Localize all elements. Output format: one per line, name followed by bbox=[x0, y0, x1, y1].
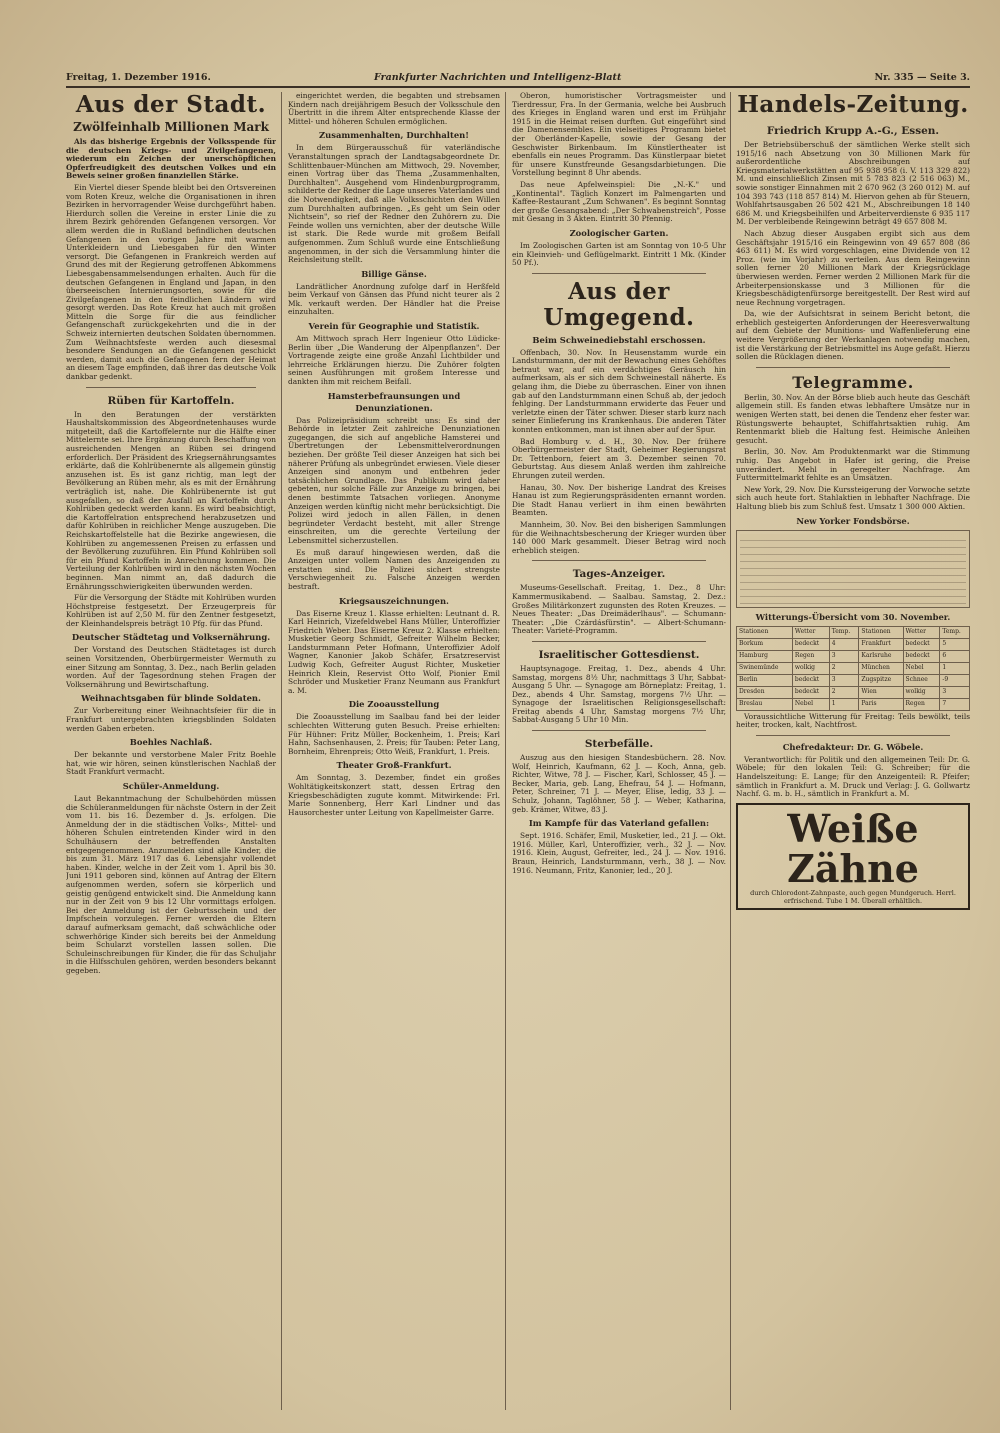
article-headline: Verein für Geographie und Statistik. bbox=[308, 321, 480, 332]
table-row bbox=[737, 638, 970, 650]
article-headline: Chefredakteur: Dr. G. Wöbele. bbox=[782, 741, 924, 752]
weather-cell: Nebel bbox=[903, 662, 940, 674]
article-paragraph: Als das bisherige Ergebnis der Volksspende für die deutschen Kriegs- und Zivilgefangenen, wiederum ein Zeichen der unerschöpflichen Opferfreudigkeit des deutschen Volkes und ein Beweis seiner großen finanziellen Stärke. bbox=[66, 137, 276, 181]
weather-cell: 3 bbox=[829, 674, 859, 686]
article-paragraph: Sept. 1916. Schäfer, Emil, Musketier, led., 21 J. — Okt. 1916. Müller, Karl, Unteroffizier, verh., 32 J. — Nov. 1916. Klein, August, Gefreiter, led., 24 J. — Nov. 1916. Braun, Heinrich, Landsturmmann, verh., 38 J. — Nov. 1916. Neumann, Fritz, Kanonier, led., 20 J. bbox=[512, 831, 726, 875]
weather-cell: bedeckt bbox=[903, 650, 940, 662]
article-headline: Kriegsauszeichnungen. bbox=[339, 595, 449, 606]
weather-cell: Regen bbox=[903, 698, 940, 710]
article-headline: Im Kampfe für das Vaterland gefallen: bbox=[528, 818, 710, 829]
article-paragraph: Da, wie der Aufsichtsrat in seinem Bericht betont, die erheblich gesteigerten Anforderungen der Heeresverwaltung auf dem Gebiete der Munitions- und Waffenlieferung eine weitere Vergrößerung der Werkanlagen notwendig machen, ist die Verstärkung der Betriebsmittel ins Auge gefaßt. Hierzu sollen die Rücklagen dienen. bbox=[736, 309, 970, 362]
article-headline: Hamsterbefraunsungen und Denunziationen. bbox=[327, 390, 461, 413]
article-paragraph: In den Beratungen der verstärkten Haushaltskommission des Abgeordnetenhauses wurde mitgeteilt, daß die Kartoffelernte nur die Hälfte einer Mittelernte sei. Ihre Ergänzung durch Beschaffung von ausreichenden Mengen an Rüben sei dringend erforderlich. Der Präsident des Kriegsernährungsamtes erklärte, daß die Kohlrübenernte als allgemein günstig anzusehen ist. Es ist ganz richtig, man legt der Bevölkerung an Rüben mehr, als es mit der Ernährung verträglich ist, nahe. Die Kohlrübenernte ist gut ausgefallen, so daß der Ausfall an Kartoffeln durch Kohlrüben gedeckt werden kann. Es wird beabsichtigt, die Kartoffelration entsprechend herabzusetzen und dafür Kohlrüben in reichlicher Menge auszugeben. Die Reichskartoffelstelle hat die Bezirke angewiesen, die Kohlrüben zu angemessenen Preisen zu erfassen und der Bevölkerung zuzuführen. Ein Pfund Kohlrüben soll für ein Pfund Kartoffeln in Anrechnung kommen. Die Verteilung der Kohlrüben wird in den nächsten Wochen beginnen. Man nimmt an, daß dadurch die Ernährungsschwierigkeiten überwunden werden. bbox=[66, 409, 276, 591]
article-headline: Deutscher Städtetag und Volksernährung. bbox=[71, 632, 271, 643]
header-masthead: Frankfurter Nachrichten und Intelligenz-Blatt bbox=[374, 72, 622, 83]
article-paragraph: Für die Versorgung der Städte mit Kohlrüben wurden Höchstpreise festgesetzt. Der Erzeugerpreis für Kohlrüben ist auf 2,50 M. für den Zentner festgesetzt, der Kleinhandelspreis beträgt 10 Pfg. für das Pfund. bbox=[66, 593, 276, 628]
article-headline: Weihnachtsgaben für blinde Soldaten. bbox=[81, 693, 261, 704]
weather-table bbox=[736, 626, 970, 711]
article-paragraph: Das neue Apfelweinspiel: Die „N.-K." und „Kontinental". Täglich Konzert im Palmengarten und Kaffee-Restaurant „Zum Schwanen". Es beginnt Sonntag der große Gesangsabend: „Der Schwabenstreich", Posse mit Gesang in 3 Akten. Eintritt 30 Pfennig. bbox=[512, 179, 726, 224]
weather-cell: 2 bbox=[829, 662, 859, 674]
column-2 bbox=[288, 92, 500, 1410]
weather-cell: Swinemünde bbox=[737, 662, 793, 674]
article-paragraph: Laut Bekanntmachung der Schulbehörden müssen die Schüleranmeldungen für nächste Ostern in der Zeit vom 11. bis 16. Dezember d. Js. erfolgen. Die Anmeldung der in die städtischen Volks-, Mittel- und höheren Schulen eintretenden Kinder wird in den Schulhäusern der betreffenden Anstalten entgegengenommen. Anzumelden sind alle Kinder, die bis zum 31. März 1917 das 6. Lebensjahr vollendet haben. Kinder, welche in der Zeit vom 1. April bis 30. Juni 1911 geboren sind, können auf Antrag der Eltern aufgenommen werden, sofern sie körperlich und geistig genügend entwickelt sind. Die Anmeldung kann nur in der Zeit von 9 bis 12 Uhr vormittags erfolgen. Bei der Anmeldung ist der Geburtsschein und der Impfschein vorzulegen. Ferner werden die Eltern darauf aufmerksam gemacht, daß schwächliche oder schwerhörige Kinder sich bereits bei der Anmeldung beim Schularzt vorstellen lassen sollen. Die Schuleinschreibungen für Kinder, die für das Schuljahr in die Hilfsschulen gehören, werden besonders bekannt gegeben. bbox=[66, 794, 276, 975]
weather-cell: bedeckt bbox=[792, 674, 829, 686]
article-paragraph: Offenbach, 30. Nov. In Heusenstamm wurde ein Landsturmmann, der mit der Bewachung eines Gehöftes betraut war, auf ein verdächtiges Geräusch hin aufmerksam, als er sich dem Schweinestall näherte. Es gelang ihm, die Diebe zu überraschen. Einer von ihnen gab auf den Landsturmmann einen Schuß ab, der jedoch fehlging. Der Landsturmmann erwiderte das Feuer und verletzte einen der Täter schwer. Dieser starb kurz nach seiner Einlieferung ins Krankenhaus. Die anderen Täter konnten entkommen, man ist ihnen aber auf der Spur. bbox=[512, 347, 726, 435]
advertisement-title: Weiße Zähne bbox=[787, 805, 919, 891]
article-headline: Witterungs-Übersicht vom 30. November. bbox=[755, 611, 951, 622]
article-paragraph: Der Betriebsüberschuß der sämtlichen Werke stellt sich 1915/16 nach Absetzung von 30 Millionen Mark für außerordentliche Abschreibungen auf Kriegsmaterialwerkstätten auf 95 938 958 (i. V. 113 329 822) M. und einschließlich Zinsen mit 5 783 823 (2 516 063) M., sowie sonstiger Einnahmen mit 2 670 962 (3 260 012) M. auf 104 393 743 (118 857 814) M. Hiervon gehen ab für Steuern, Wohlfahrtsausgaben 26 502 421 M., Abschreibungen 18 140 686 M. und Kriegsbeihilfen und Arbeiterverdienste 6 935 117 M. Der verbleibende Reingewinn beträgt 49 657 808 M. bbox=[736, 140, 970, 227]
article-paragraph: Oberon, humoristischer Vortragsmeister und Tierdressur, Fra. In der Germania, welche bei Ausbruch des Krieges in England waren und erst im Frühjahr 1915 in die Heimat reisen durften. Gut eingeführt sind die Damenensembles. Ein vielseitiges Programm bietet der Oberländer-Kapelle, sowie der Gesang der Geschwister Birkenbaum. Im Künstlertheater ist ebenfalls ein neues Programm. Das Künstlerpaar bietet für unsere Kunstfreunde Gesangsdarbietungen. Die Vorstellung beginnt 8 Uhr abends. bbox=[512, 92, 726, 178]
weather-cell: Nebel bbox=[792, 698, 829, 710]
weather-cell: 7 bbox=[940, 698, 970, 710]
table-row bbox=[737, 674, 970, 686]
weather-header-cell: Stationen bbox=[737, 626, 793, 638]
weather-cell: Dresden bbox=[737, 686, 793, 698]
weather-cell: bedeckt bbox=[903, 638, 940, 650]
table-row bbox=[737, 650, 970, 662]
article-headline: Rüben für Kartoffeln. bbox=[107, 394, 235, 407]
column-4 bbox=[736, 92, 970, 1410]
article-headline: Billige Gänse. bbox=[361, 268, 427, 279]
advertisement-text: durch Chlorodont-Zahnpaste, auch gegen Mundgeruch. Herrl. erfrischend. Tube 1 M. Überall erhältlich. bbox=[750, 888, 956, 905]
article-headline: New Yorker Fondsbörse. bbox=[796, 515, 910, 526]
article-paragraph: Bad Homburg v. d. H., 30. Nov. Der frühere Oberbürgermeister der Stadt, Geheimer Regierungsrat Dr. Tettenborn, feiert am 3. Dezember seinen 70. Geburtstag. Aus diesem Anlaß werden ihm zahlreiche Ehrungen zuteil werden. bbox=[512, 436, 726, 480]
weather-cell: Schnee bbox=[903, 674, 940, 686]
article-headline: Die Zooausstellung bbox=[348, 699, 440, 710]
column-divider bbox=[730, 92, 731, 1410]
table-row bbox=[737, 698, 970, 710]
article-paragraph: Die Zooausstellung im Saalbau fand bei der leider schlechten Witterung guten Besuch. Preise erhielten: Für Hühner: Fritz Müller, Bockenheim, 1. Preis; Karl Hahn, Sachsenhausen, 2. Preis; für Tauben: Peter Lang, Bornheim, Ehrenpreis; Otto Weiß, Frankfurt, 1. Preis. bbox=[288, 712, 500, 756]
weather-cell: bedeckt bbox=[792, 638, 829, 650]
article-paragraph: Im Zoologischen Garten ist am Sonntag von 10-5 Uhr ein Kleinvieh- und Geflügelmarkt. Eintritt 1 Mk. (Kinder 50 Pf.). bbox=[512, 240, 726, 268]
weather-cell: 1 bbox=[829, 698, 859, 710]
separator bbox=[532, 641, 706, 642]
article-headline: Tages-Anzeiger. bbox=[572, 568, 666, 581]
weather-header-cell: Temp. bbox=[829, 626, 859, 638]
article-headline: Zusammenhalten, Durchhalten! bbox=[319, 130, 469, 141]
weather-cell: Wien bbox=[859, 686, 903, 698]
article-paragraph: Landrätlicher Anordnung zufolge darf in Herßfeld beim Verkauf von Gänsen das Pfund nicht teurer als 2 Mk. verkauft werden. Der Händler hat die Preise einzuhalten. bbox=[288, 281, 500, 317]
weather-cell: Hamburg bbox=[737, 650, 793, 662]
article-paragraph: Berlin, 30. Nov. Am Produktenmarkt war die Stimmung ruhig. Das Angebot in Hafer ist gering, die Preise unverändert. Mehl in geregelter Nachfrage. Am Futtermittelmarkt fehlte es an Umsätzen. bbox=[736, 447, 970, 483]
article-paragraph: Mannheim, 30. Nov. Bei den bisherigen Sammlungen für die Weihnachtsbescherung der Krieger wurden über 140 000 Mark gesammelt. Dieser Betrag wird noch erheblich steigen. bbox=[512, 519, 726, 555]
weather-cell: Berlin bbox=[737, 674, 793, 686]
weather-header-cell: Stationen bbox=[859, 626, 903, 638]
article-paragraph: Hanau, 30. Nov. Der bisherige Landrat des Kreises Hanau ist zum Regierungspräsidenten ernannt worden. Die Stadt Hanau verliert in ihm einen bewährten Beamten. bbox=[512, 482, 726, 518]
weather-cell: wolkig bbox=[792, 662, 829, 674]
article-paragraph: Verantwortlich: für Politik und den allgemeinen Teil: Dr. G. Wöbele; für den lokalen Teil: G. Schreiber; für die Handelszeitung: E. Lange; für den Anzeigenteil: R. Pfeifer; sämtlich in Frankfurt a. M. Druck und Verlag: J. G. Gollwartz Nachf. G. m. b. H., sämtlich in Frankfurt a. M. bbox=[736, 754, 970, 799]
article-paragraph: Der Vorstand des Deutschen Städtetages ist durch seinen Vorsitzenden, Oberbürgermeister Wermuth zu einer Sitzung am Sonntag, 3. Dez., nach Berlin geladen worden. Auf der Tagesordnung stehen Fragen der Volksernährung und Bewirtschaftung. bbox=[66, 645, 276, 689]
stock-table-lines bbox=[740, 534, 966, 604]
weather-cell: wolkig bbox=[903, 686, 940, 698]
article-headline: Theater Groß-Frankfurt. bbox=[336, 760, 452, 771]
weather-cell: Zugspitze bbox=[859, 674, 903, 686]
article-paragraph: Nach Abzug dieser Ausgaben ergibt sich aus dem Geschäftsjahr 1915/16 ein Reingewinn von 49 657 808 (86 463 611) M. Es wird vorgeschlagen, eine Dividende von 12 Proz. (wie im Vorjahr) zu verteilen. Aus dem Reingewinn sollen ferner 20 Millionen Mark der Kriegsrücklage überwiesen werden. Ferner werden 2 Millionen Mark für die Arbeiterpensionskasse und 3 Millionen für die Kriegsbeschädigtenfürsorge bereitgestellt. Der Rest wird auf neue Rechnung vorgetragen. bbox=[736, 228, 970, 307]
article-paragraph: Ein Viertel dieser Spende bleibt bei den Ortsvereinen vom Roten Kreuz, welche die Organisationen in ihren Bezirken in hervorragender Weise durchgeführt haben. Hierdurch sollen die Vereine in erster Linie die zu ihrem Bezirk gehörenden Gefangenen versorgen. Vor allem werden die in Rußland befindlichen deutschen Gefangenen in den vorigen Jahre mit warmen Unterkleidern und Liebesgaben für den Winter versorgt. Die Gefangenen in Frankreich werden auf Grund des mit der Regierung getroffenen Abkommens Liebesgabensammelsendungen erhalten. Auch für die deutschen Gefangenen in England und Japan, in den überseeischen Internierungsorten, sowie für die Zivilgefangenen in den feindlichen Ländern wird gesorgt werden. Das Rote Kreuz hat auch mit großen Mitteln die Sorge für die aus feindlicher Gefangenschaft zurückgekehrten und die in der Schweiz internierten deutschen Soldaten übernommen. Zum Weihnachtsfeste werden auch diesesmal besondere Sendungen an die Gefangenen geschickt werden, damit auch die Gefangenen fern der Heimat an diesem Tage empfinden, daß ihrer das deutsche Volk dankbar gedenkt. bbox=[66, 182, 276, 382]
article-paragraph: Am Sonntag, 3. Dezember, findet ein großes Wohltätigkeitskonzert statt, dessen Ertrag den Kriegsbeschädigten zugute kommt. Mitwirkende: Frl. Marie Sonnenberg, Herr Karl Lindner und das Hausorchester unter Leitung von Kapellmeister Garre. bbox=[288, 773, 500, 817]
section-title-umgegend: Aus der Umgegend. bbox=[543, 277, 695, 331]
weather-cell: Borkum bbox=[737, 638, 793, 650]
weather-cell: 4 bbox=[829, 638, 859, 650]
column-1 bbox=[66, 92, 276, 1410]
article-headline: Zwölfeinhalb Millionen Mark bbox=[73, 120, 269, 134]
separator bbox=[532, 730, 706, 731]
weather-cell: 6 bbox=[940, 650, 970, 662]
section-title-stadt: Aus der Stadt. bbox=[75, 92, 267, 118]
header-page-number: Nr. 335 — Seite 3. bbox=[874, 72, 970, 83]
column-3 bbox=[512, 92, 726, 1410]
weather-cell: München bbox=[859, 662, 903, 674]
article-headline: Israelitischer Gottesdienst. bbox=[538, 648, 700, 661]
page-header bbox=[66, 72, 970, 86]
article-headline: Sterbefälle. bbox=[584, 738, 654, 751]
column-divider bbox=[505, 92, 506, 1410]
article-paragraph: Hauptsynagoge. Freitag, 1. Dez., abends 4 Uhr. Samstag, morgens 8½ Uhr, nachmittags 3 Uhr, Sabbat-Ausgang 5 Uhr. — Synagoge am Börneplatz: Freitag, 1. Dez., abends 4 Uhr. Samstag, morgens 7½ Uhr. — Synagoge der Israelitischen Religionsgesellschaft: Freitag abends 4 Uhr, Samstag morgens 7½ Uhr, Sabbat-Ausgang 5 Uhr 10 Min. bbox=[512, 663, 726, 725]
article-paragraph: Auszug aus den hiesigen Standesbüchern. 28. Nov. Wolf, Heinrich, Kaufmann, 62 J. — Koch, Anna, geb. Richter, Witwe, 78 J. — Fischer, Karl, Schlosser, 45 J. — Becker, Maria, geb. Lang, Ehefrau, 54 J. — Hofmann, Peter, Schreiner, 71 J. — Meyer, Elise, ledig, 33 J. — Schulz, Johann, Taglöhner, 58 J. — Weber, Katharina, geb. Krämer, Witwe, 83 J. bbox=[512, 753, 726, 814]
article-headline: Zoologischer Garten. bbox=[569, 227, 669, 238]
weather-cell: Paris bbox=[859, 698, 903, 710]
article-paragraph: Zur Vorbereitung einer Weihnachtsfeier für die in Frankfurt untergebrachten kriegsblinden Soldaten werden Gaben erbeten. bbox=[66, 706, 276, 733]
weather-cell: Regen bbox=[792, 650, 829, 662]
advertisement bbox=[736, 803, 970, 910]
weather-cell: Breslau bbox=[737, 698, 793, 710]
article-paragraph: New York, 29. Nov. Die Kurssteigerung der Vorwoche setzte sich auch heute fort. Stahlaktien in lebhafter Nachfrage. Die Haltung blieb bis zum Schluß fest. Umsatz 1 300 000 Aktien. bbox=[736, 484, 970, 511]
article-paragraph: In dem Bürgerausschuß für vaterländische Veranstaltungen sprach der Landtagsabgeordnete Dr. Schlittenbauer-München am Mittwoch, 29. November, einen Vortrag über das Thema „Zusammenhalten, Durchhalten". Ausgehend vom Hindenburgprogramm, schilderte der Redner die Lage unseres Vaterlandes und die Notwendigkeit, daß alle Volksschichten den Willen zum Durchhalten aufbringen. „Es geht um Sein oder Nichtsein", so rief der Redner den Zuhörern zu. Die Feinde wollen uns vernichten, aber der deutsche Wille ist stark. Die Rede wurde mit großem Beifall aufgenommen. Zum Schluß wurde eine Entschließung angenommen, in der sich die Versammlung hinter die Reichsleitung stellt. bbox=[288, 143, 500, 265]
article-paragraph: Das Polizeipräsidium schreibt uns: Es sind der Behörde in letzter Zeit zahlreiche Denunziationen zugegangen, die sich auf angebliche Hamsterei und Übertretungen der Lebensmittelverordnungen beziehen. Der größte Teil dieser Anzeigen hat sich bei näherer Prüfung als unbegründet erwiesen. Viele dieser Anzeigen sind anonym und entbehren jeder tatsächlichen Grundlage. Das Publikum wird daher gebeten, nur solche Fälle zur Anzeige zu bringen, bei denen bestimmte Tatsachen vorliegen. Anonyme Anzeigen werden künftig nicht mehr berücksichtigt. Die Polizei wird jedoch in allen Fällen, in denen begründeter Verdacht besteht, mit aller Strenge einschreiten, um die gerechte Verteilung der Lebensmittel sicherzustellen. bbox=[288, 415, 500, 545]
separator bbox=[86, 387, 256, 388]
article-paragraph: Das Eiserne Kreuz 1. Klasse erhielten: Leutnant d. R. Karl Heinrich, Vizefeldwebel Hans Müller, Unteroffizier Friedrich Weber. Das Eiserne Kreuz 2. Klasse erhielten: Musketier Georg Schmidt, Gefreiter Wilhelm Becker, Landsturmmann Peter Hofmann, Unteroffizier Adolf Wagner, Kanonier Jakob Schäfer, Ersatzreservist Ludwig Koch, Gefreiter August Richter, Musketier Heinrich Klein, Reservist Otto Wolf, Pionier Emil Schröder und Musketier Franz Neumann aus Frankfurt a. M. bbox=[288, 608, 500, 695]
section-title-telegramme: Telegramme. bbox=[792, 372, 914, 392]
section-title-handel: Handels-Zeitung. bbox=[737, 92, 969, 118]
weather-cell: bedeckt bbox=[792, 686, 829, 698]
header-date: Freitag, 1. Dezember 1916. bbox=[66, 72, 211, 83]
weather-cell: Frankfurt bbox=[859, 638, 903, 650]
weather-cell: 2 bbox=[829, 686, 859, 698]
header-rule bbox=[66, 86, 970, 88]
article-paragraph: Berlin, 30. Nov. An der Börse blieb auch heute das Geschäft allgemein still. Es fanden etwas lebhaftere Umsätze nur in wenigen Werten statt, bei denen die Tendenz eher fester war. Rüstungswerte behauptet, Schiffahrtsaktien ruhig. Am Rentenmarkt blieb die Haltung fest. Heimische Anleihen gesucht. bbox=[736, 392, 970, 445]
weather-table-header bbox=[737, 626, 970, 638]
separator bbox=[756, 367, 950, 368]
article-paragraph: Es muß darauf hingewiesen werden, daß die Anzeigen unter vollem Namen des Anzeigenden zu erstatten sind. Die Polizei sichert strengste Verschwiegenheit zu. Falsche Anzeigen werden bestraft. bbox=[288, 547, 500, 591]
weather-cell: Karlsruhe bbox=[859, 650, 903, 662]
article-headline: Schüler-Anmeldung. bbox=[122, 781, 220, 791]
separator bbox=[532, 273, 706, 274]
article-headline: Friedrich Krupp A.-G., Essen. bbox=[766, 125, 940, 137]
weather-cell: 5 bbox=[940, 638, 970, 650]
weather-cell: 1 bbox=[940, 662, 970, 674]
weather-cell: 3 bbox=[829, 650, 859, 662]
article-headline: Boehles Nachlaß. bbox=[129, 737, 213, 748]
weather-header-cell: Wetter bbox=[792, 626, 829, 638]
article-paragraph: Am Mittwoch sprach Herr Ingenieur Otto Lüdicke-Berlin über „Die Wanderung der Alpenpflanzen". Der Vortragende zeigte eine große Anzahl Lichtbilder und lehrreiche Erklärungen hierzu. Die Zuhörer folgten seinen Ausführungen mit großem Interesse und dankten ihm mit reichem Beifall. bbox=[288, 334, 500, 387]
article-headline: Beim Schweinediebstahl erschossen. bbox=[532, 334, 706, 345]
weather-cell: -9 bbox=[940, 674, 970, 686]
column-divider bbox=[281, 92, 282, 1410]
separator bbox=[532, 560, 706, 561]
table-row bbox=[737, 686, 970, 698]
article-paragraph: Museums-Gesellschaft. Freitag, 1. Dez., 8 Uhr: Kammermusikabend. — Saalbau. Samstag, 2. Dez.: Großes Militärkonzert zugunsten des Roten Kreuzes. — Neues Theater: „Das Dreimäderlhaus". — Schumann-Theater: „Die Czárdásfürstin". — Albert-Schumann-Theater: Varieté-Programm. bbox=[512, 583, 726, 636]
article-paragraph: eingerichtet werden, die begabten und strebsamen Kindern nach dreijährigem Besuch der Volksschule den Übertritt in die ihrem Alter entsprechende Klasse der Mittel- und höheren Schulen ermöglichen. bbox=[288, 92, 500, 126]
stock-table bbox=[736, 530, 970, 608]
weather-header-cell: Temp. bbox=[940, 626, 970, 638]
weather-cell: 3 bbox=[940, 686, 970, 698]
separator bbox=[756, 735, 950, 736]
article-paragraph: Der bekannte und verstorbene Maler Fritz Boehle hat, wie wir hören, seinen künstlerischen Nachlaß der Stadt Frankfurt vermacht. bbox=[66, 750, 276, 777]
article-paragraph: Voraussichtliche Witterung für Freitag: Teils bewölkt, teils heiter, trocken, kalt, Nachtfrost. bbox=[736, 711, 970, 730]
table-row bbox=[737, 662, 970, 674]
weather-header-cell: Wetter bbox=[903, 626, 940, 638]
